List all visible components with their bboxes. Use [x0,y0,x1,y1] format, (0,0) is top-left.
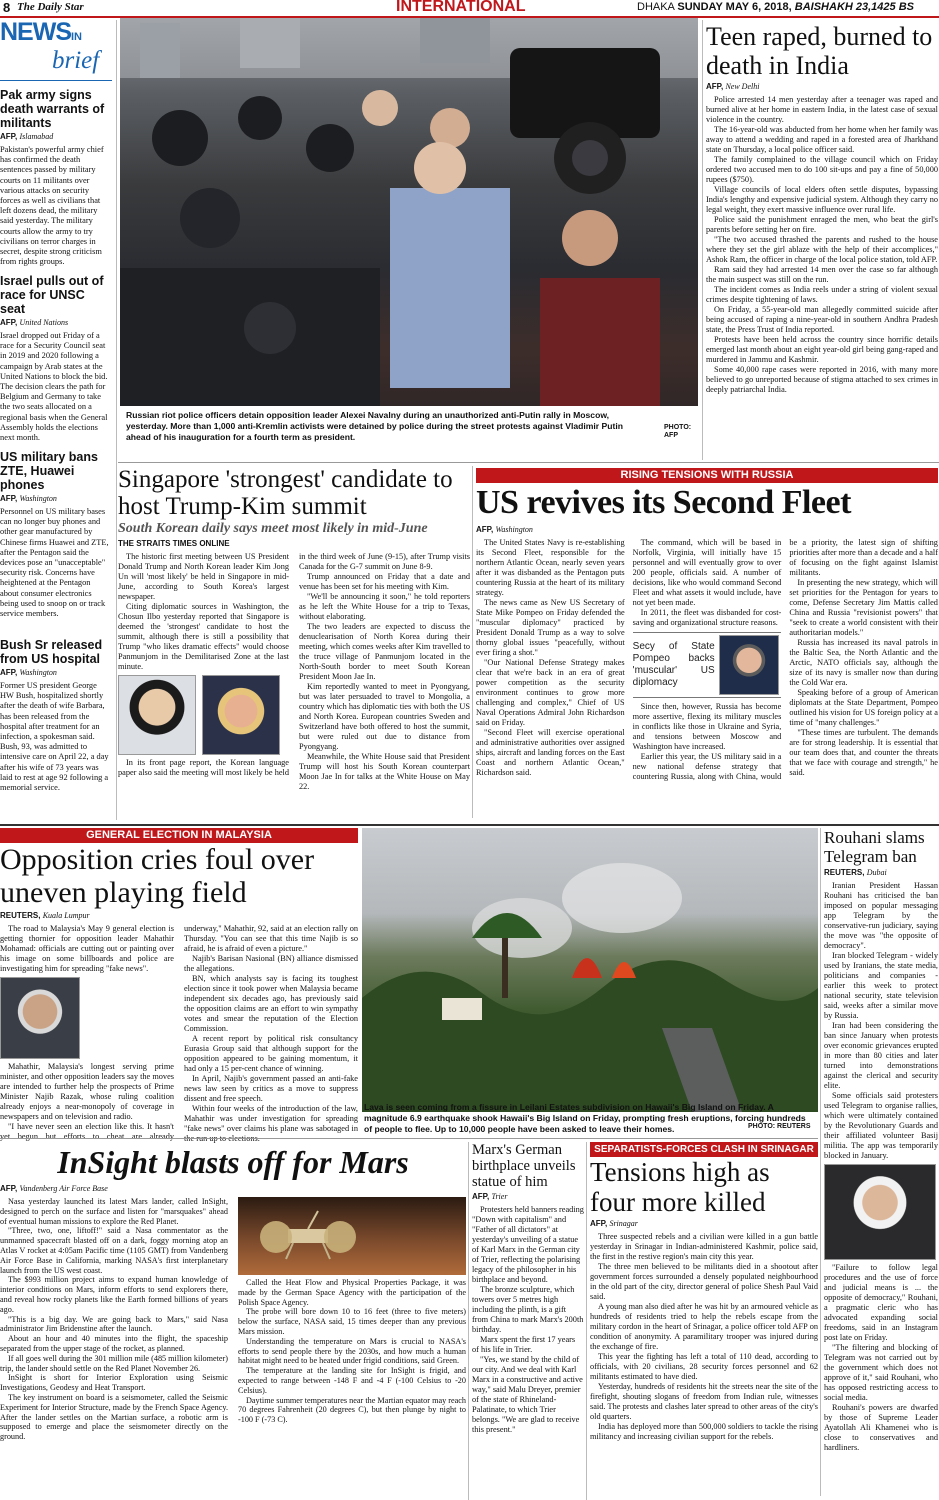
rouhani-headline: Rouhani slams Telegram ban [824,828,925,866]
singapore-paragraph: The two leaders are expected to discuss the denuclearisation of North Korea during their meeting, which comes weeks after Kim travelled to the truce village of Panmunjom located in the North-South border to meet South Korean President Moon Jae In. [299,622,470,681]
column-rule [116,20,117,820]
byline-place: Dubai [866,868,887,877]
pompeo-pullquote [633,632,782,698]
byline-place: Kuala Lumpur [42,911,90,920]
lava-photo-caption: Lava is seen coming from a fissure in Leilani Estates subdivision on Hawaii's Big Island on Friday. A magnitude 6.9 earthquake shook Hawaii's Big Island on Friday, prompting fresh eruptions, forcing hundreds of people to flee. Up to 10,000 people have been asked to leave their homes. [364,1102,806,1134]
column-rule [702,20,703,460]
india-paragraph: The family complained to the village council which on Friday ordered two accused men to do 100 sit-ups and pay a fine of 50,000 rupees ($750). [706,155,938,184]
fleet-byline [476,525,938,534]
india-paragraph: On Friday, a 55-year-old man allegedly committed suicide after being accused of raping a nine-year-old in southern Andhra Pradesh state, the Press Trust of India reported. [706,305,938,334]
malaysia-paragraph: In April, Najib's government passed an anti-fake news law seen by critics as a move to suppress dissent and free speech. [184,1074,358,1103]
insight-story [0,1142,466,1500]
malaysia-paragraph: The road to Malaysia's May 9 general election is getting thornier for opposition leader Mahathir Mohamad: officials are cutting out or painting over his image on some billboards and police are investigating him for spreading "fake news". [0,924,174,973]
rouhani-byline [824,868,938,877]
rouhani-body [824,881,938,1453]
pompeo-photo [719,635,779,695]
rouhani-paragraph: Iranian President Hassan Rouhani has criticised the ban imposed on popular messaging app Telegram by the conservative-run judiciary, saying the move was "the opposite of democracy". [824,881,938,950]
rouhani-paragraph: Iran blocked Telegram - widely used by Iranians, the state media, politicians and companies - earlier this week to protect national security, state television said, weeks after a similar move by Russia. [824,951,938,1020]
singapore-paragraph: In its front page report, the Korean language paper also said the meeting will most likely be held in the third week of June (9-15), after Trump visits Canada for the G-7 summit on June 8-9. [118,552,470,777]
brief-item-israel [0,270,111,443]
marx-paragraph: The bronze sculpture, which towers over 5 metres high including the plinth, is a gift from China to mark Marx's 200th birthday. [472,1285,584,1334]
brief-text: Personnel on US military bases can no longer buy phones and other gear manufactured by Chinese firms Huawei and ZTE, after the Pentagon said the devices pose an "unacceptable" security risk. Concerns have heightened at the Pentagon about consumer electronics being used to snoop on or track service members. [0,507,109,619]
marx-body [472,1205,584,1435]
malaysia-headline: Opposition cries foul over uneven playing field [0,843,315,909]
singapore-paragraph: The historic first meeting between US President Donald Trump and North Korean leader Kim Jong Un will 'most likely' be held in Singapore in mid-June, according to South Korea's largest newspaper. [118,552,289,601]
singapore-headline: Singapore 'strongest' candidate to host Trump-Kim summit [118,466,453,520]
rouhani-paragraph: Some officials said protesters used Telegram to organise rallies, which were ultimately contained by the Revolutionary Guards and their affiliated volunteer Basij militia. The app was temporarily blocked in January. [824,1091,938,1160]
brief-title-news: NEWS [0,18,71,46]
byline-place: Trier [491,1192,508,1201]
rouhani-paragraph: Iran had been considering the ban since January when protests over economic grievances erupted in more than 80 cities and later turned into demonstrations against the clerical and security elite. [824,1021,938,1090]
column-rule [586,1142,587,1500]
insight-paragraph: The temperature at the landing site for InSight is frigid, and expected to range between -148 F and -4 F (-100 Celsius to -20 Celsius). [238,1366,466,1395]
malaysia-paragraph: Najib's Barisan Nasional (BN) alliance dismissed the allegations. [184,954,358,973]
marx-paragraph: Marx spent the first 17 years of his life in Trier. [472,1335,576,1354]
moscow-photo-caption: Russian riot police officers detain opposition leader Alexei Navalny during an unauthorized anti-Putin rally in Moscow, yesterday. More than 1,000 anti-Kremlin activists were detained by police during the street protests against Vladimir Putin ahead of his inauguration for a fourth term as president. [126,410,623,442]
singapore-subhead: South Korean daily says meet most likely in mid-June [118,521,428,536]
singapore-body [118,552,470,792]
india-paragraph: Police said the punishment enraged the men, who beat the girl's parents before setting her on fire. [706,215,938,234]
fleet-paragraph: Speaking before of a group of American diplomats at the State Department, Pompeo outlined his vision for US foreign policy at a time of "many challenges." [789,688,938,727]
brief-headline: Bush Sr released from US hospital [0,638,103,666]
malaysia-byline [0,911,358,920]
brief-title-in: IN [71,31,82,43]
brief-item-bush [0,634,111,793]
insight-paragraph: Called the Heat Flow and Physical Properties Package, it was made by the German Space Agency with the participation of the Polish Space Agency. [238,1278,466,1307]
kim-trump-mugshots [118,675,289,755]
singapore-paragraph: "We'll be announcing it soon," he told reporters as he left the White House for a trip to Texas, without elaborating. [299,592,470,621]
brief-byline [0,318,111,327]
rouhani-paragraph: Rouhani's powers are dwarfed by those of Supreme Leader Ayatollah Ali Khamenei who is close to conservatives and hardliners. [824,1403,938,1452]
byline-agency: AFP, [0,1184,18,1193]
malaysia-body [0,924,358,1144]
credit-label: PHOTO: [664,424,692,431]
india-paragraph: Police arrested 14 men yesterday after a teenager was raped and burned alive at her home in eastern India, in the latest case of sexual violence in the country. [706,95,938,124]
insight-body [0,1197,466,1442]
insight-headline: InSight blasts off for Mars [57,1144,409,1180]
hawaii-lava-photo [362,828,818,1112]
fleet-paragraph: "Second Fleet will exercise operational and administrative authorities over assigned ships, aircraft and landing forces on the East Coast and northern Atlantic Ocean," Richardson said. [476,728,625,777]
brief-text: Israel dropped out Friday of a race for a Security Council seat in 2019 and 2020 following a campaign by Arab states at the United Nations to block the bid. The decision clears the path for Belgium and Germany to take the two seats allocated on a regional basis when the General Assembly holds the elections next month. [0,331,108,443]
dateline-bangla: BAISHAKH 23,1425 BS [794,1,914,13]
brief-title-rule [0,80,112,81]
byline-place: Srinagar [609,1219,638,1228]
mahathir-photo [0,977,80,1059]
malaysia-paragraph: "I have never seen an election like this. It hasn't yet begun but efforts to cheat are already underway," Mahathir, 92, said at an election rally on Thursday. "You can see that this time Najib is so afraid, he is afraid of even a picture." [0,924,358,1141]
brief-headline: Pak army signs death warrants of militants [0,88,105,130]
page-number: 8 [3,0,11,15]
insight-paragraph: "Three, two, one, liftoff!" said a Nasa commentator as the unmanned spacecraft blasted off on a dark, foggy morning atop an Atlas V rocket at 4:05am Pacific time (1105 GMT) from Vandenberg Air Force Base in California, marking NASA's first interplanetary launch from the US west coast. [0,1226,228,1275]
dateline-date: SUNDAY MAY 6, 2018, [677,1,792,13]
dateline-city: DHAKA [637,1,675,13]
srinagar-story [590,1142,818,1500]
india-paragraph: Some 40,000 rape cases were reported in 2016, with many more believed to go unreported because of stigma attached to sex crimes in deeply patriarchal India. [706,365,938,394]
byline-place: Washington [19,494,57,503]
byline-agency: AFP, [0,132,18,141]
trump-photo [202,675,280,755]
lava-photo-credit: PHOTO: REUTERS [748,1123,811,1130]
byline-place: Islamabad [19,132,54,141]
malaysia-paragraph: A recent report by political risk consultancy Eurasia Group said that although support for the opposition appeared to be gaining momentum, it had only a 15 per-cent chance of winning. [184,1034,358,1073]
fleet-paragraph: Since then, however, Russia has become more assertive, flexing its military muscles in conflicts like those in Ukraine and Syria, and tensions between Moscow and Washington have increased. [632,702,782,751]
srinagar-paragraph: This year the fighting has left a total of 110 dead, according to officials, with 20 civilians, 28 security forces personnel and 62 militants estimated to have died. [590,1352,818,1381]
moscow-photo-credit [664,424,691,440]
insight-paragraph: Understanding the temperature on Mars is crucial to NASA's efforts to send people there by the 2030s, and how much a human habitat might need to be heated under frigid conditions, said Green. [238,1336,466,1366]
column-rule [472,466,473,818]
fleet-paragraph: Earlier this year, the US military said in a new national defense strategy that countering Russia, along with China, would be a priority, the latest sign of shifting priorities after more than a decade and a half of focusing on the fight against Islamist militants. [632,538,938,781]
brief-headline: Israel pulls out of race for UNSC seat [0,274,104,316]
credit-source: AFP [664,432,678,439]
column-rule [820,828,821,1496]
byline-agency: AFP, [0,318,18,327]
byline-place: United Nations [19,318,69,327]
fleet-headline: US revives its Second Fleet [476,484,851,521]
india-paragraph: Ram said they had arrested 14 men over the case so far although the main suspect was still on the run. [706,265,938,284]
india-paragraph: The 16-year-old was abducted from her home when her family was away to attend a wedding and raped in a forested area of Jharkhand state on Thursday, a local police officer said. [706,125,938,154]
paper-name: The Daily Star [17,1,84,13]
singapore-paragraph: Trump announced on Friday that a date and venue has been set for his meeting with Kim. [299,572,470,591]
marx-byline [472,1192,584,1201]
section-rule [118,462,939,463]
byline-agency: AFP, [0,668,18,677]
brief-headline: US military bans ZTE, Huawei phones [0,450,98,492]
byline-agency: AFP, [472,1192,490,1201]
column-rule [468,1142,469,1500]
brief-item-pak [0,84,111,267]
srinagar-paragraph: The three men believed to be militants died in a shootout after government forces surrounded a densely populated neighbourhood in the old part of the city, director general of police Shesh Paul Vaid said. [590,1262,818,1301]
malaysia-paragraph: Within four weeks of the introduction of the law, Mahathir was under investigation for spreading "fake news" over claims his plane was sabotaged in the run up to elections. [184,1104,358,1143]
byline-agency: AFP, [476,525,494,534]
fleet-story [476,468,938,820]
marx-paragraph: "Yes, we stand by the child of our city. And we deal with Karl Marx in a constructive and active way," said Malu Dreyer, premier of the state of Rhineland-Palatinate, to which Trier belongs. "We are glad to receive this present." [472,1355,583,1434]
fleet-paragraph: "These times are turbulent. The demands are for strong leadership. It is essential that our team does that, and counter the threats that we face with courage and strength," he said. [789,728,938,777]
brief-byline [0,132,111,141]
brief-title-brief: brief [52,47,100,74]
india-byline [706,82,938,91]
moscow-photo-art [120,18,698,433]
brief-text: Former US president George HW Bush, hospitalized shortly after the death of wife Barbara, has been released from the hospital after treatment for an infection, a spokesman said. Bush, 93, was admitted to intensive care on April 22, a day after his wife of 73 years was laid to rest at age 92 following a memorial service. [0,681,109,793]
kim-jong-un-photo [118,675,196,755]
byline-agency: AFP, [590,1219,608,1228]
insight-paragraph: "This is a big day. We are going back to Mars," said Nasa administrator Jim Bridenstine after the launch. [0,1314,228,1334]
byline-agency: REUTERS, [824,868,865,877]
india-headline: Teen raped, burned to death in India [706,22,933,80]
section-title: INTERNATIONAL [396,0,526,15]
srinagar-byline [590,1219,818,1228]
rouhani-paragraph: "The filtering and blocking of Telegram was not carried out by the government which does not approve of it," said Rouhani, who has opposed restricting access to social media. [824,1343,938,1402]
india-paragraph: "The two accused thrashed the parents and rushed to the house where they set the girl ablaze with the help of their accomplices," Ashok Ram, the officer in charge of the local police station, told AFP. [706,235,938,264]
india-paragraph: The incident comes as India reels under a string of violent sexual crimes despite tightening of laws. [706,285,938,304]
byline-place: Washington [495,525,533,534]
insight-paragraph: If all goes well during the 301 million mile (485 million kilometer) trip, the lander should settle on the Red Planet November 26. [0,1353,228,1373]
fleet-paragraph: In 2011, the fleet was disbanded for cost-saving and organizational structure reasons. [632,608,782,627]
singapore-story [118,466,470,818]
india-paragraph: Village councils of local elders often settle disputes, bypassing India's lengthy and expensive judicial system. Although they carry no legal weight, they exert massive influence over rural life. [706,185,938,214]
india-story [706,22,938,462]
insight-paragraph: Daytime summer temperatures near the Martian equator may reach 70 degrees Fahrenheit (20 degrees C), but then plunge by night to -100 F (-73 C). [238,1395,466,1425]
srinagar-paragraph: Three suspected rebels and a civilian were killed in a gun battle yesterday in Srinagar in Indian-administered Kashmir, police said, the first in the restive region's main city this year. [590,1232,818,1261]
insight-paragraph: The key instrument on board is a seismometer, called the Seismic Experiment for Interior Structure, made by the French Space Agency. After the lander settles on the Martian surface, a robotic arm is supposed to emerge and place the seismometer directly on the ground. [0,1392,228,1442]
srinagar-paragraph: Yesterday, hundreds of residents hit the streets near the site of the firefight, shouting slogans of freedom from Indian rule, witnesses said. The protests and clashes later spread to other areas of the city's old quarters. [590,1382,818,1421]
singapore-paragraph: Meanwhile, the White House said that President Trump will host his South Korean counterpart Moon Jae In for talks at the White House on May 22. [299,752,470,791]
srinagar-headline: Tensions high as four more killed [590,1157,770,1217]
fleet-paragraph: Russia has increased its naval patrols in the Baltic Sea, the North Atlantic and the Arctic, NATO officials say, although the size of its navy is smaller now than during the Cold War era. [789,638,938,687]
news-in-brief [0,20,113,820]
india-paragraph: Protests have been held across the country since horrific details emerged last month about an eight year-old girl being gang-raped and murdered in Jammu and Kashmir. [706,335,938,364]
fleet-body [476,538,938,782]
srinagar-paragraph: India has deployed more than 500,000 soldiers to tackle the rising militancy and increasing civilian support for the rebels. [590,1422,818,1441]
singapore-byline: THE STRAITS TIMES ONLINE [118,539,230,548]
byline-place: Washington [19,668,57,677]
srinagar-kicker: SEPARATISTS-FORCES CLASH IN SRINAGAR [590,1142,818,1157]
lava-photo-art [362,828,818,1112]
singapore-paragraph: Kim reportedly wanted to meet in Pyongyang, but was later persuaded to travel to Mongolia, a country which has diplomatic ties with both the US and North Korea. European countries Sweden and Switzerland have both offered to host the summit, but were ruled out due to distance from Pyongyang. [299,682,470,751]
marx-story [472,1142,584,1500]
insight-paragraph: InSight is short for Interior Exploration using Seismic Investigations, Geodesy and Heat Transport. [0,1373,228,1393]
section-rule [0,824,939,826]
brief-title [0,20,113,76]
fleet-paragraph: "Our National Defense Strategy makes clear that we're back in an era of great power competition as the security environment continues to grow more challenging and complex," Chief of US Naval Operations Admiral John Richardson said on Friday. [476,658,625,727]
rouhani-story [824,828,938,1500]
singapore-paragraph: Citing diplomatic sources in Washington, the Chosun Ilbo yesterday reported that Singapore is deemed the 'strongest' candidate to host the summit, although there is still a possibility that Trump "who likes dramatic effects" would choose Panmunjom in the Demilitarised Zone at the last minute. [118,602,289,671]
insight-paragraph: Nasa yesterday launched its latest Mars lander, called InSight, designed to perch on the surface and listen for "marsquakes" ahead of eventual human missions to explore the Red Planet. [0,1197,228,1226]
malaysia-paragraph: BN, which analysts say is facing its toughest election since it took power when Malaysia became independent six decades ago, has previously said the opposition claims are an effort to win sympathy votes and smear the reputation of the Election Commission. [184,974,358,1033]
rouhani-paragraph: "Failure to follow legal procedures and the use of force and judicial means is ... the opposite of democracy," Rouhani, a pragmatic cleric who has advocated expanding social freedoms, said in an Instagram post late on Friday. [824,1263,938,1342]
india-body [706,95,938,395]
marx-paragraph: Protesters held banners reading "Down with capitalism" and "Father of all dictators" at yesterday's unveiling of a statue of Karl Marx in the German city of Trier, reflecting the polarising legacy of the philosopher in his birthplace and beyond. [472,1205,584,1284]
insight-paragraph: About an hour and 40 minutes into the flight, the spaceship separated from the upper stage of the rocket, as planned. [0,1334,228,1353]
insight-paragraph: The probe will bore down 10 to 16 feet (three to five meters) below the surface, NASA said, 15 times deeper than any previous Mars mission. [238,1307,466,1336]
moscow-protest-photo [120,18,698,433]
insight-paragraph: The $993 million project aims to expand human knowledge of interior conditions on Mars, inform efforts to send explorers there, and reveal how rocky planets like the Earth formed billions of years ago. [0,1275,228,1314]
malaysia-paragraph: Mahathir, Malaysia's longest serving prime minister, and other opposition leaders say the moves are intended to further help the prospects of Prime Minister Najib Razak, whose ruling coalition already enjoys a near-monopoly of coverage in newspapers and on television and radio. [0,1062,174,1121]
marx-headline: Marx's German birthplace unveils statue of him [472,1142,576,1190]
byline-place: New Delhi [725,82,760,91]
fleet-paragraph: In presenting the new strategy, which will set priorities for the Pentagon for years to come, Defense Secretary Jim Mattis called China and Russia "revisionist powers" that "seek to create a world consistent with their authoritarian models." [789,578,938,637]
byline-place: Vandenberg Air Force Base [19,1184,108,1193]
section-rule [0,1138,818,1139]
pullquote-text: Secy of State Pompeo backs 'muscular' US diplomacy [632,641,715,688]
byline-agency: AFP, [0,494,18,503]
brief-item-zte [0,446,111,619]
brief-byline [0,668,111,677]
malaysia-story [0,828,358,1143]
srinagar-paragraph: A young man also died after he was hit by an armoured vehicle as hundreds of residents tried to help the rebels escape from the military cordon in the heart of Srinagar, a police officer told AFP on condition of anonymity. A paramilitary trooper was injured during the exchange of fire. [590,1302,818,1351]
dateline [637,1,914,13]
malaysia-kicker: GENERAL ELECTION IN MALAYSIA [0,828,358,843]
srinagar-body [590,1232,818,1442]
masthead [0,0,939,16]
brief-text: Pakistan's powerful army chief has confirmed the death sentences passed by military courts on 11 militants over various attacks on security forces as well as civilians that left dozens dead, the military said yesterday. The military courts allow the army to try civilians on terror charges in secret, despite strong criticism from rights groups. [0,145,104,267]
lander-art [248,1197,368,1275]
fleet-kicker: RISING TENSIONS WITH RUSSIA [476,468,938,483]
fleet-paragraph: The command, which will be based in Norfolk, Virginia, will initially have 15 personnel and will eventually grow to over 200 people, officials said. A number of decisions, like who would command Second Fleet and what assets it would include, have not yet been made. [632,538,782,607]
rouhani-photo [824,1164,936,1260]
fleet-paragraph: The United States Navy is re-establishing its Second Fleet, responsible for the northern Atlantic Ocean, nearly seven years after it was disbanded as the Pentagon puts countering Russia at the heart of its military strategy. [476,538,625,597]
insight-byline [0,1184,466,1193]
insight-lander-image [238,1197,466,1275]
fleet-paragraph: The news came as New US Secretary of State Mike Pompeo on Friday defended the "muscular diplomacy" practiced by President Donald Trump as a way to solve thorny global issues "peacefully, without ever firing a shot." [476,598,625,657]
byline-agency: REUTERS, [0,911,41,920]
byline-agency: AFP, [706,82,724,91]
brief-byline [0,494,111,503]
